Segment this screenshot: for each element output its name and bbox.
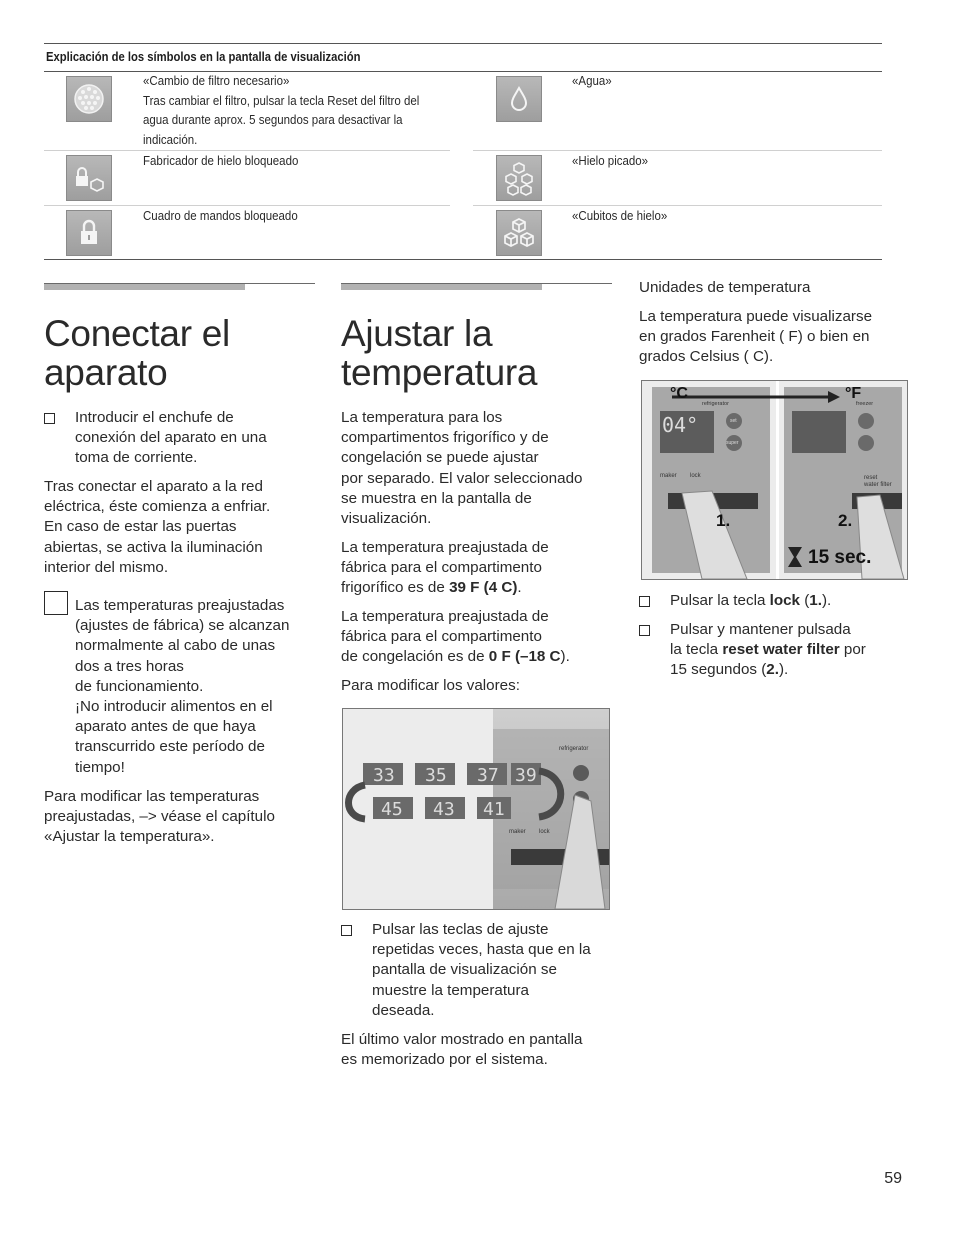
memorized-value-paragraph: El último valor mostrado en pantalla es memorizado por el sistema. [341, 1031, 583, 1069]
crushed-ice-text: «Hielo picado» [572, 154, 649, 168]
table-bottom-rule [44, 259, 882, 260]
display-value: 04° [662, 413, 699, 437]
row-divider [473, 150, 882, 151]
row-divider [473, 205, 882, 206]
ice-cubes-icon [496, 210, 542, 256]
temp-35: 35 [425, 765, 447, 786]
icemaker-locked-text: Fabricador de hielo bloqueado [143, 154, 299, 168]
step-2-label: 2. [838, 511, 853, 530]
adjust-paragraph: La temperatura para los compartimentos frigorífico y de congelación se puede ajustar por separado. El valor seleccionado se muestra en la pantalla de visualización. [341, 409, 583, 528]
checkbox-bullet [44, 413, 55, 424]
lock-ice-icon [66, 155, 112, 201]
filter-dots-icon [66, 76, 112, 122]
temperature-units-illustration [641, 380, 908, 580]
preset-temps-note: Las temperaturas preajustadas (ajustes de fábrica) se alcanzan normalmente al cabo de unas dos a tres horas de funcionamiento. ¡No introducir alimentos en el aparato antes de que haya transcurrido este período de tiempo! [75, 597, 290, 776]
section-bar [341, 283, 612, 290]
crushed-ice-icon [496, 155, 542, 201]
unit-celsius-label: °C [670, 385, 688, 402]
press-reset-step-text: Pulsar y mantener pulsada la tecla reset water filter por 15 segundos (2.). [670, 621, 866, 679]
illus-label-freezer: freezer [856, 401, 874, 407]
section-bar [44, 283, 315, 290]
temp-33: 33 [373, 765, 395, 786]
checkbox-bullet [639, 596, 650, 607]
note-box [44, 591, 68, 615]
press-adjust-step-text: Pulsar las teclas de ajuste repetidas veces, hasta que en la pantalla de visualización se muestre la temperatura deseada. [372, 921, 591, 1019]
temp-43: 43 [433, 799, 455, 820]
modify-values-text: Para modificar los valores: [341, 677, 520, 694]
adjust-temperature-illustration [342, 708, 610, 910]
illus-label-super: super [726, 440, 739, 446]
connect-step-text: Introducir el enchufe de conexión del aparato en una toma de corriente. [75, 409, 267, 467]
section-title-connect: Conectar el aparato [44, 313, 230, 393]
temp-41: 41 [483, 799, 505, 820]
temperature-units-heading: Unidades de temperatura [639, 279, 811, 296]
checkbox-bullet [341, 925, 352, 936]
illus-label-set: set [730, 418, 737, 424]
symbols-table [44, 43, 882, 261]
timer-15-sec-label: 15 sec. [808, 547, 872, 568]
temp-45: 45 [381, 799, 403, 820]
water-text: «Agua» [572, 74, 612, 88]
freezer-default-paragraph: La temperatura preajustada de fábrica para el compartimento de congelación es de 0 F (–18 C). [341, 608, 570, 666]
row-divider [44, 150, 450, 151]
illus-label-refrigerator: refrigerator [702, 401, 729, 407]
unit-fahrenheit-label: °F [845, 385, 862, 402]
table-top-rule [44, 43, 882, 44]
temp-37: 37 [477, 765, 499, 786]
illus-label-lock: lock [539, 829, 550, 835]
ice-cubes-text: «Cubitos de hielo» [572, 209, 668, 223]
connect-paragraph: Tras conectar el aparato a la red eléctrica, éste comienza a enfriar. En caso de estar las puertas abiertas, se activa la iluminación interior del mismo. [44, 478, 271, 576]
illus-label-refrigerator: refrigerator [559, 746, 589, 752]
lock-icon [66, 210, 112, 256]
temp-39: 39 [515, 765, 537, 786]
press-lock-step-text: Pulsar la tecla lock (1.). [670, 592, 832, 609]
checkbox-bullet [639, 625, 650, 636]
modify-temps-paragraph: Para modificar las temperaturas preajustadas, –> véase el capítulo «Ajustar la temperatura». [44, 788, 275, 846]
illus-label-maker: maker [660, 473, 677, 479]
illus-label-reset-water-filter: reset water filter [864, 475, 892, 488]
water-drop-icon [496, 76, 542, 122]
controls-locked-text: Cuadro de mandos bloqueado [143, 209, 298, 223]
page-number: 59 [884, 1170, 902, 1187]
section-title-adjust: Ajustar la temperatura [341, 313, 538, 393]
illus-label-maker: maker [509, 829, 526, 835]
filter-change-text: «Cambio de filtro necesario» Tras cambiar el filtro, pulsar la tecla Reset del filtro del agua durante aprox. 5 segundos para desactivar la indicación. [143, 74, 420, 147]
illus-label-lock: lock [690, 473, 701, 479]
step-1-label: 1. [716, 511, 731, 530]
fridge-default-paragraph: La temperatura preajustada de fábrica para el compartimento frigorífico es de 39 F (4 C). [341, 539, 549, 597]
table-caption: Explicación de los símbolos en la pantalla de visualización [46, 50, 361, 64]
row-divider [44, 205, 450, 206]
temperature-units-paragraph: La temperatura puede visualizarse en grados Farenheit ( F) o bien en grados Celsius ( C). [639, 308, 873, 366]
